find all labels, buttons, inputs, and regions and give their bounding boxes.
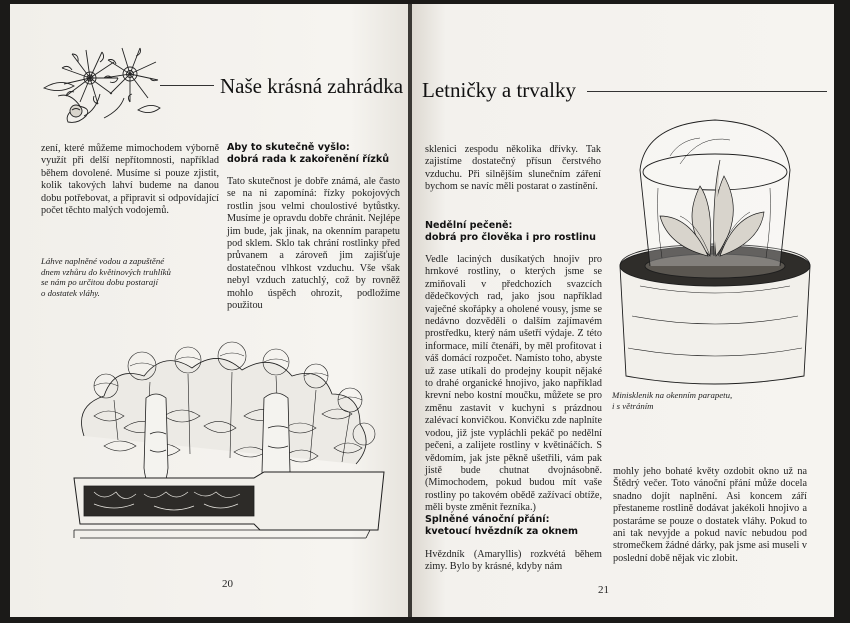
right-section3-heading: Splněné vánoční přání: kvetoucí hvězdník za oknem (425, 514, 579, 537)
right-title-rule (587, 91, 827, 92)
left-page-number: 20 (222, 578, 233, 590)
right-illustration-caption: Minisklenik na okenním parapetu, i s větráním (612, 390, 733, 411)
left-col1-paragraph: zení, které můžeme mimochodem výborně využít při delší nepřítomnosti, například během dovolené. Musíme si pouze zjistit, kolik takových lahví budeme na danou dobu potřebovat, a připravit si odpovídající počet těchto malých vodojemů. (41, 143, 219, 217)
left-chapter-title: Naše krásná zahrádka (220, 74, 404, 98)
right-col2-text: mohly jeho bohaté květy ozdobit okno už na Štědrý večer. Toto vánoční přání může docela snadno dojít naplnění. Asi koncem září přestaneme rostlině dodávat jakékoli hnojivo a postaráme se pouze o dostatek vláhy. Pokud to ani tak nevyjde a pokud navíc nebudou pod stromečkem žádné dárky, pak jsme asi museli v poslední době nějak vic zlobit. (613, 466, 807, 564)
right-page (412, 4, 834, 617)
right-page-number: 21 (598, 584, 609, 596)
flower-sketch-illustration (38, 36, 168, 126)
right-col1-intro: sklenici zespodu několika dřívky. Tak zajistíme dostatečný přísun čerstvého vzduchu. Při silnějším slunečním záření bychom se navíc měli postarat o zastínění. (425, 144, 601, 193)
mini-greenhouse-illustration (610, 116, 820, 406)
right-section3-text: Hvězdník (Amaryllis) rozkvétá během zimy. Bylo by krásné, kdyby nám (425, 549, 602, 573)
left-illustration-caption: Láhve naplněné vodou a zapuštěné dnem vzhůru do květinových truhlíků se nám po určitou dobu postarají o dostatek vláhy. (41, 256, 171, 298)
flower-box-illustration (54, 316, 404, 566)
left-page (10, 4, 410, 617)
left-section-heading: Aby to skutečně vyšlo: dobrá rada k zakořenění řízků (227, 142, 390, 165)
left-title-rule (160, 85, 214, 86)
right-section2-heading: Nedělní pečeně: dobrá pro člověka i pro rostlinu (425, 220, 596, 243)
right-chapter-title: Letničky a trvalky (422, 78, 576, 102)
left-section-text: Tato skutečnost je dobře známá, ale často se na ni zapomíná: řízky pokojových rostlin jsou velmi choulostivé bytůstky. Musíme je opravdu dobře chránit. Nejlépe jim bude, jak jinak, na okenním parapetu pod sklem. Sklo tak chrání rostlinky před průvanem a zároveň jim zajišťuje dostatečnou vlhkost vzduchu. Vše však nebyl vzduch zatuchlý, což by rovněž mohlo úspěch ohrozit, podložíme použitou (227, 176, 400, 312)
right-section2-text: Vedle laciných dusíkatých hnojiv pro hrnkové rostliny, o kterých jsme se zmiňovali v předchozích svazcích dědečkových rad, jako jsou například vaječné skořápky a oholené vousy, jsme se nedávno dozvěděli o dalším zajímavém prostředku, který nám ušetří výdaje. Z této informace, milí čtenáři, by měl profitovat i váš domácí rozpočet. Namísto toho, abyste už zase utíkali do prodejny koupit nějaké to drahé organické hnojivo, jako například krevní nebo kostní moučku, můžete se pro změnu zastavit v kuchyni s prázdnou zalévací konvičkou. Konvičku zde naplníte vodou, již jste vypláchli pekáč po nedělní pečeni, a zalijete rostliny v květináčích. S vědomím, jak jste pěkně ušetřili, vám pak jistě bude chutnat dvojnásobně. (Mimochodem, pokud budou mít vaše rostliny po takovém obědě zažívací obtíže, měli byste změnit řezníka.) (425, 254, 602, 514)
